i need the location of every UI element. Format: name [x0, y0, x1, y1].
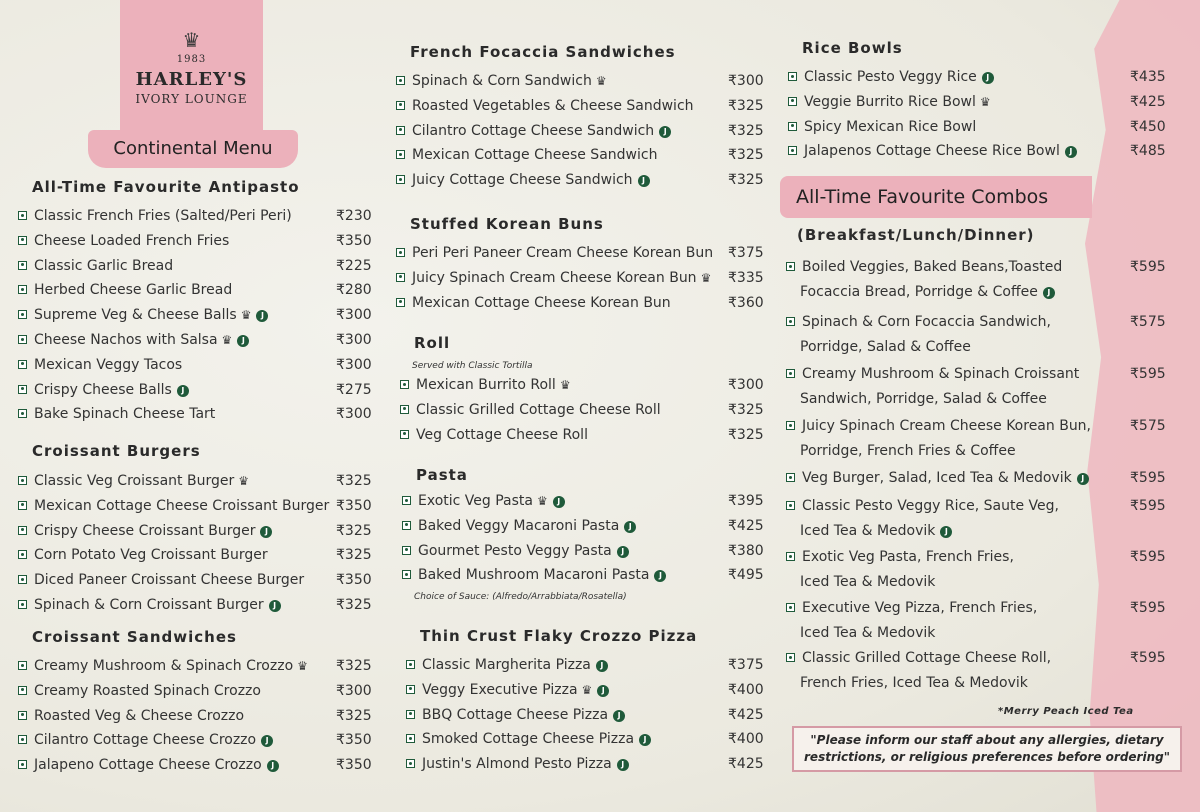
- veg-mark-icon: [400, 405, 409, 414]
- menu-item-price: ₹400: [728, 681, 764, 698]
- veg-mark-icon: [788, 122, 797, 131]
- veg-mark-icon: [396, 150, 405, 159]
- combo-item-line: [800, 675, 1028, 691]
- allergy-disclaimer: "Please inform our staff about any allergies, dietary restrictions, or religious preferences before ordering": [792, 726, 1182, 772]
- chef-special-crown-icon: ♛: [581, 682, 593, 697]
- chef-special-crown-icon: ♛: [700, 270, 712, 285]
- combo-item-text: Iced Tea & Medovik: [800, 523, 936, 539]
- menu-item-name: Crispy Cheese Balls: [34, 381, 172, 398]
- veg-mark-icon: [18, 285, 27, 294]
- menu-item: [396, 147, 657, 163]
- menu-item-name: Veg Cottage Cheese Roll: [416, 426, 588, 443]
- menu-item: [406, 731, 651, 747]
- menu-item-price: ₹325: [336, 597, 372, 613]
- menu-item-name: Mexican Cottage Cheese Korean Bun: [412, 294, 671, 311]
- crown-icon: ♛: [182, 28, 201, 52]
- section-title-pizza: Thin Crust Flaky Crozzo Pizza: [420, 627, 698, 645]
- menu-item-price: ₹300: [728, 73, 764, 89]
- menu-item: [396, 73, 607, 89]
- menu-item-name: Jalapeno Cottage Cheese Crozzo: [34, 757, 262, 774]
- menu-item-name: Mexican Burrito Roll: [416, 377, 556, 393]
- menu-item-name: Classic Margherita Pizza: [422, 657, 591, 673]
- combo-price: ₹595: [1130, 470, 1166, 486]
- menu-item-name: Classic Garlic Bread: [34, 257, 174, 274]
- menu-item-price: ₹325: [336, 707, 372, 724]
- menu-item-name: Juicy Spinach Cream Cheese Korean Bun: [412, 269, 697, 286]
- menu-item: [406, 707, 625, 723]
- veg-mark-icon: [18, 409, 27, 418]
- veg-mark-icon: [18, 735, 27, 744]
- combo-item-text: Spinach & Corn Focaccia Sandwich,: [802, 314, 1051, 330]
- jain-option-icon: J: [617, 546, 629, 558]
- combo-item-line: [786, 366, 1079, 382]
- jain-option-icon: J: [269, 600, 281, 612]
- menu-item-name: Mexican Veggy Tacos: [34, 356, 183, 373]
- menu-item: [402, 567, 666, 583]
- menu-item-name: Corn Potato Veg Croissant Burger: [34, 547, 268, 564]
- combo-item-line: [786, 259, 1062, 275]
- veg-mark-icon: [786, 603, 795, 612]
- veg-mark-icon: [402, 546, 411, 555]
- combo-item-text: Boiled Veggies, Baked Beans,Toasted: [802, 259, 1063, 275]
- menu-item: [18, 307, 268, 323]
- combo-item-text: Classic Grilled Cottage Cheese Roll,: [802, 650, 1052, 666]
- veg-mark-icon: [18, 360, 27, 369]
- menu-item-name: Veggie Burrito Rice Bowl: [804, 93, 976, 110]
- menu-item-price: ₹375: [728, 657, 764, 673]
- jain-option-icon: J: [940, 526, 952, 538]
- menu-item: [18, 547, 268, 563]
- combo-item-text: Exotic Veg Pasta, French Fries,: [802, 549, 1014, 565]
- combo-item-line: [786, 549, 1014, 565]
- menu-item-name: Classic French Fries (Salted/Peri Peri): [34, 208, 292, 224]
- combo-item-line: [786, 600, 1037, 616]
- veg-mark-icon: [18, 385, 27, 394]
- combo-item-line: [800, 443, 1016, 459]
- menu-item-price: ₹225: [336, 257, 372, 274]
- jain-option-icon: J: [267, 760, 279, 772]
- veg-mark-icon: [406, 759, 415, 768]
- section-note: Choice of Sauce: (Alfredo/Arrabbiata/Rosatella): [414, 592, 627, 602]
- menu-item-price: ₹325: [728, 172, 764, 189]
- veg-mark-icon: [396, 298, 405, 307]
- menu-item-name: Diced Paneer Croissant Cheese Burger: [34, 572, 305, 589]
- combo-item-line: [800, 625, 935, 641]
- veg-mark-icon: [406, 685, 415, 694]
- veg-mark-icon: [18, 211, 27, 220]
- combo-item-text: Sandwich, Porridge, Salad & Coffee: [800, 391, 1047, 407]
- menu-item-price: ₹325: [336, 547, 372, 564]
- menu-item: [396, 245, 713, 261]
- menu-item: [18, 233, 229, 249]
- menu-item-price: ₹350: [336, 232, 372, 249]
- veg-mark-icon: [18, 310, 27, 319]
- menu-item-price: ₹375: [728, 245, 764, 261]
- menu-item: [18, 282, 232, 298]
- menu-item-name: Smoked Cottage Cheese Pizza: [422, 731, 635, 748]
- menu-item-name: Cheese Nachos with Salsa: [34, 332, 218, 348]
- menu-item-price: ₹485: [1130, 143, 1166, 160]
- veg-mark-icon: [402, 521, 411, 530]
- menu-item: [788, 94, 991, 110]
- menu-item: [400, 427, 588, 443]
- menu-item: [406, 657, 608, 673]
- menu-item: [18, 473, 249, 489]
- menu-item-price: ₹425: [728, 517, 764, 534]
- menu-item-price: ₹350: [336, 757, 372, 774]
- menu-item-name: Cheese Loaded French Fries: [34, 232, 230, 249]
- combo-item-line: [786, 498, 1059, 514]
- menu-item: [788, 119, 976, 135]
- chef-special-crown-icon: ♛: [559, 378, 571, 392]
- veg-mark-icon: [400, 430, 409, 439]
- menu-item-name: Exotic Veg Pasta: [418, 493, 533, 509]
- chef-special-crown-icon: ♛: [221, 333, 233, 347]
- menu-item-price: ₹380: [728, 542, 764, 559]
- chef-special-crown-icon: ♛: [537, 494, 548, 508]
- menu-item-name: Spicy Mexican Rice Bowl: [804, 118, 977, 135]
- veg-mark-icon: [18, 661, 27, 670]
- combo-item-text: Juicy Spinach Cream Cheese Korean Bun,: [802, 418, 1092, 434]
- menu-item-name: Mexican Cottage Cheese Sandwich: [412, 147, 658, 164]
- menu-item-name: Cilantro Cottage Cheese Sandwich: [412, 122, 655, 139]
- combo-item-line: [800, 339, 971, 355]
- logo-block: [120, 0, 263, 130]
- menu-item-price: ₹325: [728, 426, 764, 443]
- menu-item: [18, 732, 273, 748]
- section-title-antipasto: All-Time Favourite Antipasto: [32, 178, 300, 196]
- menu-item-price: ₹300: [728, 377, 764, 393]
- menu-item: [18, 357, 182, 373]
- chef-special-crown-icon: ♛: [595, 74, 607, 88]
- menu-item-price: ₹300: [336, 332, 372, 348]
- menu-item-price: ₹275: [336, 381, 372, 398]
- jain-option-icon: J: [1077, 473, 1089, 485]
- veg-mark-icon: [786, 501, 795, 510]
- combo-price: ₹595: [1130, 600, 1166, 616]
- veg-mark-icon: [18, 686, 27, 695]
- veg-mark-icon: [18, 600, 27, 609]
- menu-item: [18, 757, 279, 773]
- combo-item-line: [786, 314, 1051, 330]
- menu-item: [18, 332, 249, 348]
- menu-item: [396, 98, 694, 114]
- menu-item: [396, 270, 711, 286]
- jain-option-icon: J: [597, 685, 609, 697]
- jain-option-icon: J: [1065, 146, 1077, 158]
- combo-price: ₹595: [1130, 366, 1166, 382]
- combo-price: ₹595: [1130, 549, 1166, 565]
- jain-option-icon: J: [639, 734, 651, 746]
- combo-item-text: Porridge, French Fries & Coffee: [800, 443, 1016, 459]
- menu-item-price: ₹300: [336, 682, 372, 699]
- menu-item: [402, 543, 629, 559]
- menu-item: [788, 69, 994, 85]
- menu-item-name: Spinach & Corn Croissant Burger: [34, 597, 264, 613]
- combo-item-line: [786, 418, 1091, 434]
- menu-item: [788, 143, 1077, 159]
- menu-item-price: ₹400: [728, 731, 764, 748]
- veg-mark-icon: [786, 653, 795, 662]
- veg-mark-icon: [18, 760, 27, 769]
- menu-item: [18, 498, 329, 514]
- menu-item-name: Supreme Veg & Cheese Balls: [34, 307, 237, 324]
- section-title-croissant-sandwiches: Croissant Sandwiches: [32, 628, 237, 646]
- menu-item: [396, 295, 671, 311]
- brand-year: 1983: [176, 54, 207, 65]
- jain-option-icon: J: [1043, 287, 1055, 299]
- jain-option-icon: J: [638, 175, 650, 187]
- menu-item-price: ₹350: [336, 732, 372, 749]
- menu-item-name: Creamy Mushroom & Spinach Crozzo: [34, 658, 294, 674]
- jain-option-icon: J: [617, 759, 629, 771]
- menu-item-name: Roasted Vegetables & Cheese Sandwich: [412, 97, 694, 114]
- menu-item-price: ₹325: [336, 522, 372, 539]
- combo-price: ₹595: [1130, 259, 1166, 275]
- veg-mark-icon: [18, 550, 27, 559]
- combos-footnote: *Merry Peach Iced Tea: [998, 706, 1134, 717]
- combo-item-text: Classic Pesto Veggy Rice, Saute Veg,: [802, 498, 1059, 514]
- menu-item: [18, 658, 308, 674]
- combo-price: ₹595: [1130, 650, 1166, 666]
- menu-item: [396, 123, 671, 139]
- combo-price: ₹575: [1130, 314, 1166, 330]
- menu-item: [402, 518, 636, 534]
- veg-mark-icon: [402, 496, 411, 505]
- veg-mark-icon: [18, 236, 27, 245]
- menu-item-name: Mexican Cottage Cheese Croissant Burger: [34, 497, 330, 514]
- menu-item-price: ₹350: [336, 572, 372, 589]
- menu-item-name: Juicy Cottage Cheese Sandwich: [412, 172, 633, 189]
- veg-mark-icon: [400, 380, 409, 389]
- veg-mark-icon: [786, 317, 795, 326]
- jain-option-icon: J: [261, 735, 273, 747]
- combo-price: ₹575: [1130, 418, 1166, 434]
- menu-item: [18, 382, 189, 398]
- veg-mark-icon: [18, 501, 27, 510]
- menu-item-price: ₹450: [1130, 118, 1166, 135]
- combo-item-line: [800, 523, 952, 539]
- jain-option-icon: J: [659, 126, 671, 138]
- menu-item-price: ₹425: [728, 706, 764, 723]
- menu-item: [18, 208, 292, 224]
- jain-option-icon: J: [596, 660, 608, 672]
- veg-mark-icon: [18, 476, 27, 485]
- veg-mark-icon: [402, 570, 411, 579]
- menu-item-name: Roasted Veg & Cheese Crozzo: [34, 707, 245, 724]
- menu-item-price: ₹350: [336, 497, 372, 514]
- section-title-roll: Roll: [414, 334, 451, 352]
- menu-item-price: ₹435: [1130, 69, 1166, 85]
- jain-option-icon: J: [613, 710, 625, 722]
- veg-mark-icon: [18, 575, 27, 584]
- menu-item: [400, 377, 571, 393]
- brand-name: HARLEY'S: [135, 69, 248, 90]
- jain-option-icon: J: [982, 72, 994, 84]
- veg-mark-icon: [396, 273, 405, 282]
- menu-item-price: ₹300: [336, 406, 372, 423]
- menu-item-price: ₹280: [336, 282, 372, 299]
- combo-item-line: [800, 284, 1055, 300]
- menu-item: [402, 493, 565, 509]
- menu-item: [18, 523, 272, 539]
- menu-item-name: Classic Veg Croissant Burger: [34, 473, 235, 489]
- section-title-croissant-burgers: Croissant Burgers: [32, 442, 201, 460]
- menu-item: [18, 258, 173, 274]
- jain-option-icon: J: [237, 335, 249, 347]
- menu-title: Continental Menu: [88, 130, 298, 168]
- menu-item-price: ₹325: [728, 97, 764, 114]
- menu-item-price: ₹230: [336, 208, 372, 224]
- veg-mark-icon: [396, 126, 405, 135]
- menu-item-name: Bake Spinach Cheese Tart: [34, 406, 216, 423]
- chef-special-crown-icon: ♛: [979, 94, 991, 109]
- menu-item-name: Creamy Roasted Spinach Crozzo: [34, 682, 261, 699]
- chef-special-crown-icon: ♛: [297, 659, 308, 673]
- menu-item: [18, 572, 304, 588]
- veg-mark-icon: [786, 552, 795, 561]
- jain-option-icon: J: [177, 385, 189, 397]
- menu-item-price: ₹395: [728, 493, 764, 509]
- combo-item-text: Executive Veg Pizza, French Fries,: [802, 600, 1038, 616]
- jain-option-icon: J: [553, 496, 565, 508]
- menu-item-name: Baked Mushroom Macaroni Pasta: [418, 567, 650, 584]
- menu-item-name: Baked Veggy Macaroni Pasta: [418, 517, 620, 534]
- menu-item-name: Veggy Executive Pizza: [422, 681, 578, 698]
- section-title-focaccia: French Focaccia Sandwiches: [410, 43, 676, 61]
- menu-item: [406, 756, 629, 772]
- veg-mark-icon: [18, 526, 27, 535]
- chef-special-crown-icon: ♛: [240, 308, 252, 323]
- combo-item-text: Veg Burger, Salad, Iced Tea & Medovik: [802, 470, 1072, 486]
- combo-item-line: [786, 650, 1051, 666]
- menu-item-name: Gourmet Pesto Veggy Pasta: [418, 542, 612, 559]
- veg-mark-icon: [406, 734, 415, 743]
- veg-mark-icon: [18, 335, 27, 344]
- combos-subtitle: (Breakfast/Lunch/Dinner): [797, 226, 1035, 244]
- veg-mark-icon: [406, 660, 415, 669]
- veg-mark-icon: [788, 97, 797, 106]
- veg-mark-icon: [18, 261, 27, 270]
- menu-item: [18, 708, 244, 724]
- menu-item-price: ₹425: [728, 756, 764, 773]
- menu-item-name: Jalapenos Cottage Cheese Rice Bowl: [804, 143, 1060, 160]
- jain-option-icon: J: [654, 570, 666, 582]
- menu-item-price: ₹325: [336, 473, 372, 489]
- menu-item: [18, 683, 261, 699]
- veg-mark-icon: [396, 76, 405, 85]
- veg-mark-icon: [788, 146, 797, 155]
- veg-mark-icon: [786, 262, 795, 271]
- menu-item-price: ₹325: [728, 122, 764, 139]
- combo-item-text: Creamy Mushroom & Spinach Croissant: [802, 366, 1080, 382]
- section-title-rice-bowls: Rice Bowls: [802, 39, 903, 57]
- combo-item-text: Iced Tea & Medovik: [800, 574, 936, 590]
- veg-mark-icon: [396, 175, 405, 184]
- veg-mark-icon: [18, 711, 27, 720]
- menu-item: [396, 172, 650, 188]
- combo-price: ₹595: [1130, 498, 1166, 514]
- combo-item-line: [800, 574, 935, 590]
- jain-option-icon: J: [624, 521, 636, 533]
- menu-item-name: Cilantro Cottage Cheese Crozzo: [34, 732, 257, 749]
- menu-item-price: ₹300: [336, 307, 372, 324]
- chef-special-crown-icon: ♛: [238, 474, 249, 488]
- brand-subtitle: IVORY LOUNGE: [135, 92, 248, 106]
- combo-item-text: Porridge, Salad & Coffee: [800, 339, 971, 355]
- menu-item-name: Spinach & Corn Sandwich: [412, 73, 592, 89]
- menu-item-name: Peri Peri Paneer Cream Cheese Korean Bun: [412, 245, 714, 261]
- veg-mark-icon: [406, 710, 415, 719]
- menu-item-name: Classic Grilled Cottage Cheese Roll: [416, 401, 661, 418]
- combo-item-line: [786, 470, 1089, 486]
- menu-item-price: ₹325: [336, 658, 372, 674]
- menu-item-name: Justin's Almond Pesto Pizza: [422, 756, 612, 773]
- veg-mark-icon: [786, 369, 795, 378]
- veg-mark-icon: [396, 101, 405, 110]
- veg-mark-icon: [396, 248, 405, 257]
- menu-item-name: Classic Pesto Veggy Rice: [804, 69, 977, 85]
- menu-item: [18, 597, 281, 613]
- menu-item-name: Crispy Cheese Croissant Burger: [34, 522, 256, 539]
- combo-item-line: [800, 391, 1047, 407]
- menu-item-name: Herbed Cheese Garlic Bread: [34, 282, 233, 299]
- combo-item-text: French Fries, Iced Tea & Medovik: [800, 675, 1028, 691]
- menu-item-price: ₹425: [1130, 93, 1166, 110]
- menu-item-price: ₹360: [728, 294, 764, 311]
- veg-mark-icon: [788, 72, 797, 81]
- combo-item-text: Iced Tea & Medovik: [800, 625, 936, 641]
- section-title-pasta: Pasta: [416, 466, 468, 484]
- veg-mark-icon: [786, 421, 795, 430]
- menu-item: [406, 682, 609, 698]
- section-note: Served with Classic Tortilla: [412, 361, 533, 371]
- menu-item: [18, 406, 215, 422]
- menu-item: [400, 402, 661, 418]
- menu-item-price: ₹300: [336, 356, 372, 373]
- menu-item-price: ₹335: [728, 269, 764, 286]
- menu-item-price: ₹325: [728, 147, 764, 164]
- menu-item-name: BBQ Cottage Cheese Pizza: [422, 706, 609, 723]
- combos-banner: All-Time Favourite Combos: [780, 176, 1092, 218]
- combo-item-text: Focaccia Bread, Porridge & Coffee: [800, 284, 1038, 300]
- menu-item-price: ₹325: [728, 401, 764, 418]
- veg-mark-icon: [786, 473, 795, 482]
- section-title-korean-buns: Stuffed Korean Buns: [410, 215, 604, 233]
- jain-option-icon: J: [256, 310, 268, 322]
- jain-option-icon: J: [260, 526, 272, 538]
- menu-item-price: ₹495: [728, 567, 764, 584]
